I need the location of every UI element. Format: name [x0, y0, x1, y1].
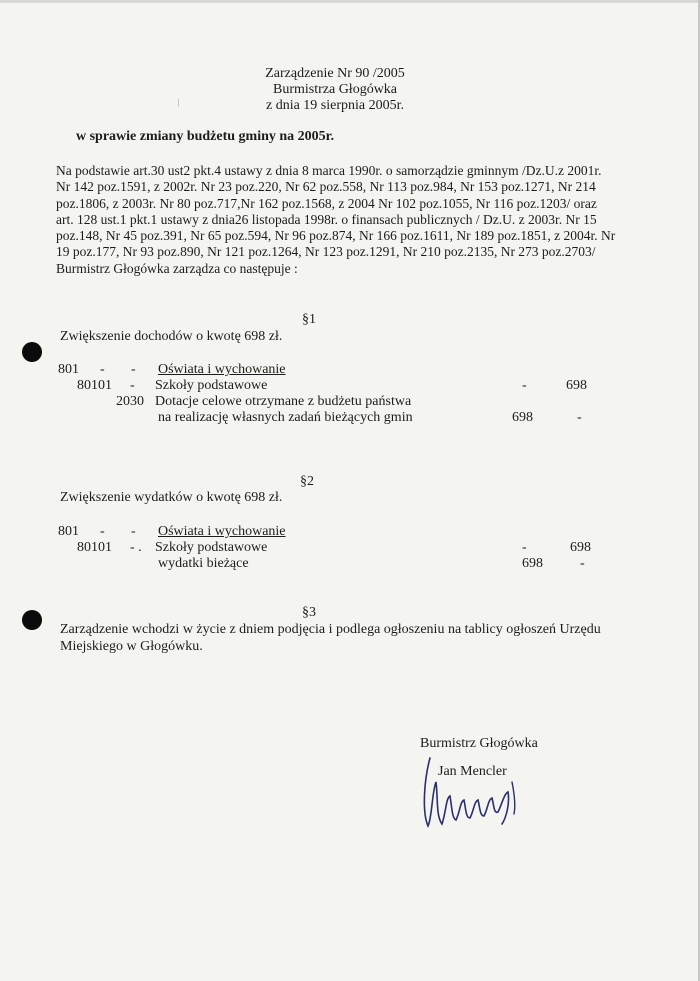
section-2-sub-col1: 698 [522, 556, 543, 571]
section-2-rozdzial: 80101 [77, 540, 112, 555]
header-title: Zarządzenie Nr 90 /2005 [265, 66, 405, 81]
signature-title: Burmistrz Głogówka [420, 736, 538, 751]
section-2-rozdzial-dash: - . [130, 540, 142, 555]
section-1-dzial-name: Oświata i wychowanie [158, 362, 286, 377]
section-3-text: Zarządzenie wchodzi w życie z dniem podjęcia i podlega ogłoszeniu na tablicy ogłoszeń Urzędu [60, 622, 601, 637]
section-1-dash: - [131, 362, 136, 377]
section-2-dzial: 801 [58, 524, 79, 539]
section-2-title: Zwiększenie wydatków o kwotę 698 zł. [60, 490, 283, 505]
section-1-rozdzial-dash: - [130, 378, 135, 393]
preamble-line: poz.1806, z 2003r. Nr 80 poz.717,Nr 162 poz.1568, z 2004 Nr 102 poz.1055, Nr 116 poz.1203/ oraz [56, 195, 597, 211]
preamble-line: 19 poz.177, Nr 93 poz.890, Nr 121 poz.1264, Nr 123 poz.1291, Nr 210 poz.2135, Nr 273 poz.2703/ [56, 244, 596, 260]
section-2-rozdzial-name: Szkoły podstawowe [155, 540, 268, 555]
handwritten-signature-icon [418, 752, 528, 830]
subject-line: w sprawie zmiany budżetu gminy na 2005r. [76, 129, 335, 144]
section-1-paragraf-name: Dotacje celowe otrzymane z budżetu państwa [155, 394, 412, 409]
section-1-rozdzial: 80101 [77, 378, 112, 393]
section-1-mark: §1 [302, 312, 316, 327]
section-1-dash: - [100, 362, 105, 377]
section-3-text-cont: Miejskiego w Głogówku. [60, 639, 203, 654]
section-1-rozdzial-col1: - [522, 378, 527, 393]
preamble-line: Na podstawie art.30 ust2 pkt.4 ustawy z dnia 8 marca 1990r. o samorządzie gminnym /Dz.U.z 2001r. [56, 163, 602, 178]
section-3-mark: §3 [302, 605, 316, 620]
signature-name: Jan Mencler [438, 764, 507, 779]
section-2-dash: - [131, 524, 136, 539]
preamble-line: Burmistrz Głogówka zarządza co następuje : [56, 260, 298, 276]
section-2-mark: §2 [300, 474, 314, 489]
section-1-paragraf-name-cont: na realizację własnych zadań bieżących gmin [158, 410, 413, 425]
section-1-dzial: 801 [58, 362, 79, 377]
section-1-rozdzial-col2: 698 [566, 378, 587, 393]
preamble-line: poz.148, Nr 45 poz.391, Nr 65 poz.594, Nr 96 poz.874, Nr 166 poz.1611, Nr 189 poz.1851, z 2004r. Nr [56, 228, 616, 244]
header-date: z dnia 19 sierpnia 2005r. [265, 98, 405, 113]
punch-hole-icon [22, 610, 42, 630]
section-2-dash: - [100, 524, 105, 539]
section-1-paragraf-col2: - [577, 410, 582, 425]
section-1-title: Zwiększenie dochodów o kwotę 698 zł. [60, 329, 283, 344]
section-2-sub-name: wydatki bieżące [158, 556, 249, 571]
scan-edge-top [0, 0, 700, 3]
punch-hole-icon [22, 342, 42, 362]
section-2-rozdzial-col2: 698 [570, 540, 591, 555]
preamble-line: art. 128 ust.1 pkt.1 ustawy z dnia26 listopada 1998r. o finansach publicznych / Dz.U. z 2003r. Nr 15 [56, 211, 597, 227]
section-2-rozdzial-col1: - [522, 540, 527, 555]
preamble-paragraph [56, 163, 656, 277]
section-2-dzial-name: Oświata i wychowanie [158, 524, 286, 539]
scan-smudge-icon: ⁄ [175, 98, 183, 109]
section-2-sub-col2: - [580, 556, 585, 571]
preamble-line: Nr 142 poz.1591, z 2002r. Nr 23 poz.220, Nr 62 poz.558, Nr 113 poz.984, Nr 153 poz.1271, Nr 214 [56, 179, 596, 195]
section-1-rozdzial-name: Szkoły podstawowe [155, 378, 268, 393]
section-1-paragraf: 2030 [116, 394, 144, 409]
header-issuer: Burmistrza Głogówka [272, 82, 398, 97]
section-1-paragraf-col1: 698 [512, 410, 533, 425]
